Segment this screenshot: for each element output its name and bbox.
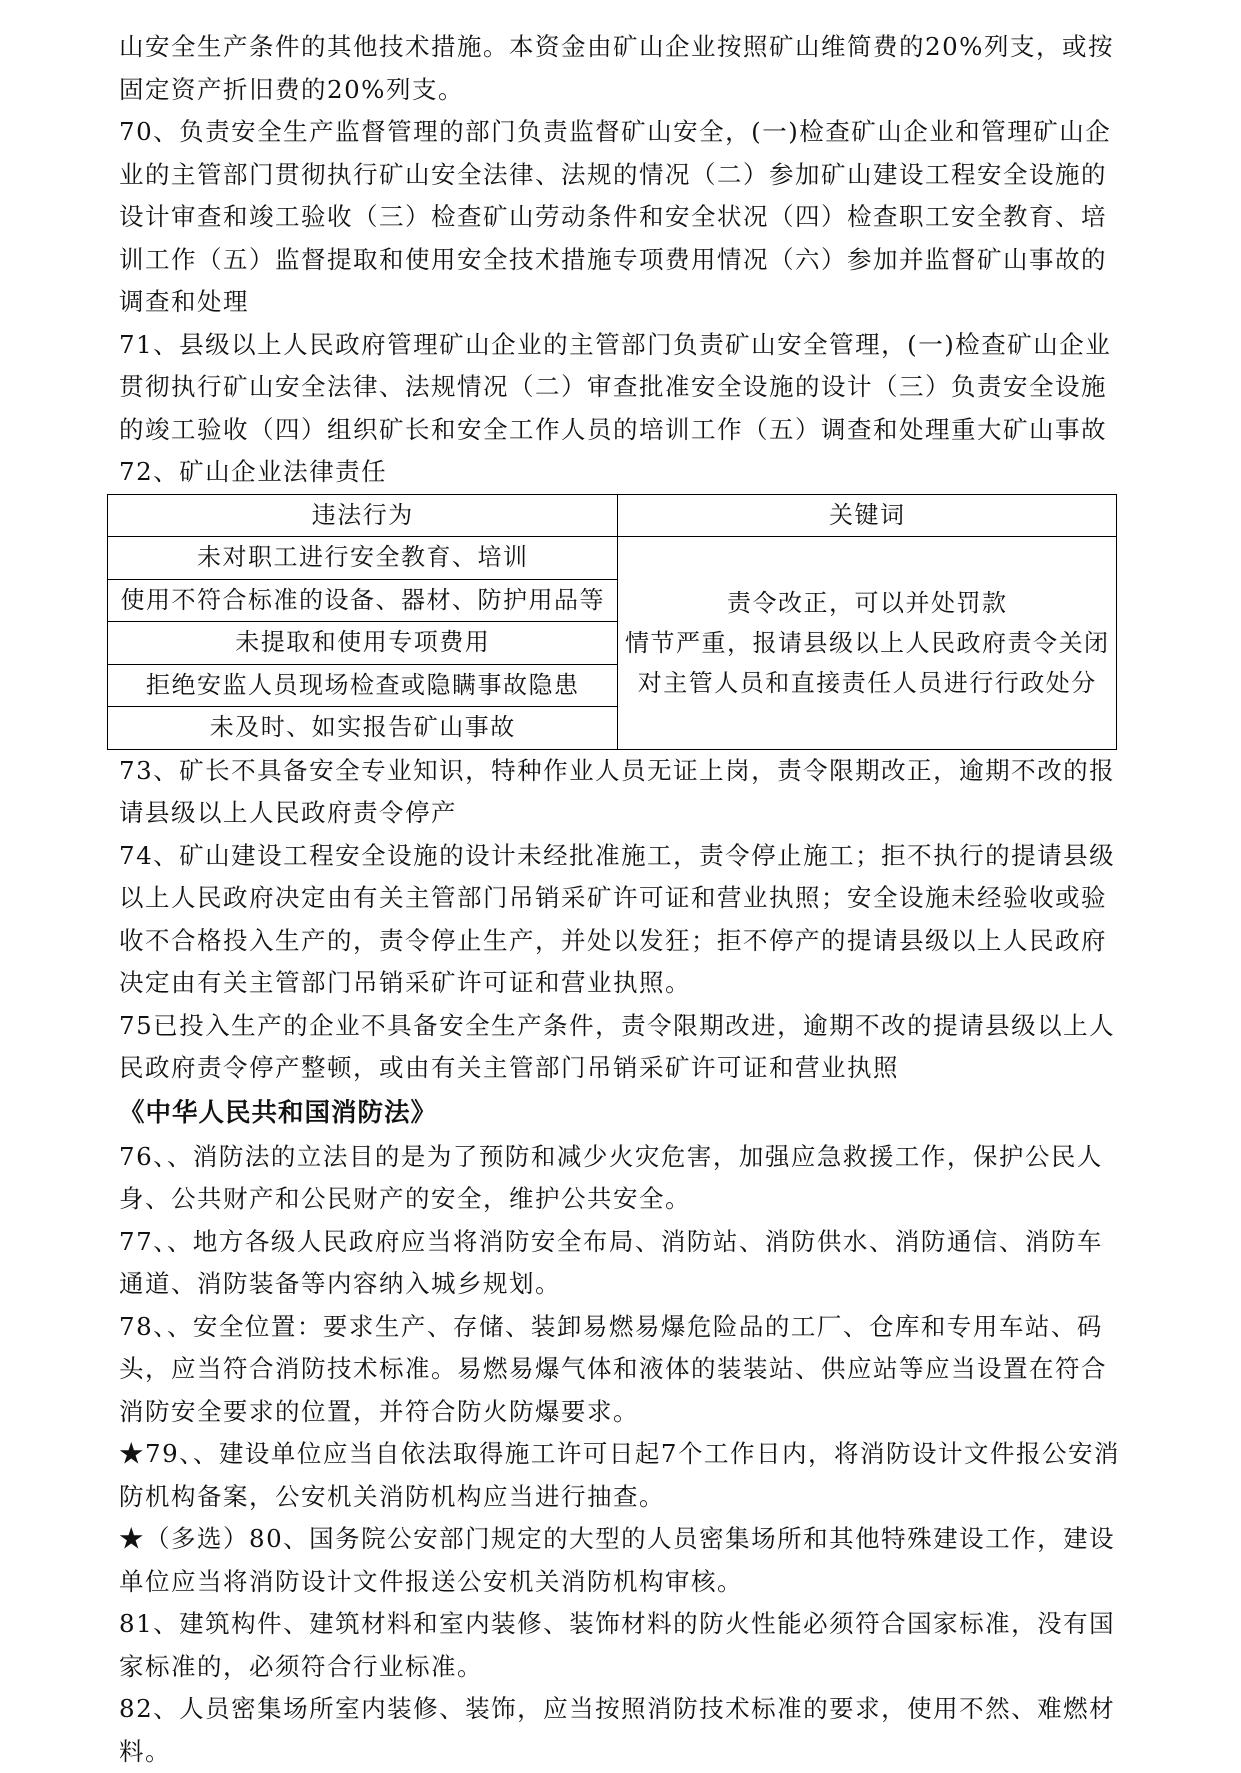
paragraph-79: ★79、、建设单位应当自依法取得施工许可日起7个工作日内，将消防设计文件报公安消防机构备案，公安机关消防机构应当进行抽查。 — [119, 1439, 1121, 1511]
paragraph-78: 78、、安全位置：要求生产、存储、装卸易燃易爆危险品的工厂、仓库和专用车站、码头，应当符合消防技术标准。易燃易爆气体和液体的装装站、供应站等应当设置在符合消防安全要求的位置，并符合防火防爆要求。 — [119, 1311, 1107, 1426]
paragraph-71: 71、县级以上人民政府管理矿山企业的主管部门负责矿山安全管理，(一)检查矿山企业贯彻执行矿山安全法律、法规情况（二）审查批准安全设施的设计（三）负责安全设施的竣工验收（四）组织矿长和安全工作人员的培训工作（五）调查和处理重大矿山事故 — [119, 329, 1112, 444]
table-header-row — [108, 494, 1117, 537]
violation-cell: 未对职工进行安全教育、培训 — [108, 537, 618, 580]
paragraph-70: 70、负责安全生产监督管理的部门负责监督矿山安全，(一)检查矿山企业和管理矿山企业的主管部门贯彻执行矿山安全法律、法规的情况（二）参加矿山建设工程安全设施的设计审查和竣工验收（三）检查矿山劳动条件和安全状况（四）检查职工安全教育、培训工作（五）监督提取和使用安全技术措施专项费用情况（六）参加并监督矿山事故的调查和处理 — [119, 117, 1112, 316]
violation-cell: 未及时、如实报告矿山事故 — [108, 707, 618, 750]
paragraph-74: 74、矿山建设工程安全设施的设计未经批准施工，责令停止施工；拒不执行的提请县级以上人民政府决定由有关主管部门吊销采矿许可证和营业执照；安全设施未经验收或验收不合格投入生产的，责令停止生产，并处以发狂；拒不停产的提请县级以上人民政府决定由有关主管部门吊销采矿许可证和营业执照。 — [119, 840, 1116, 997]
table-row — [108, 537, 1117, 580]
section-title: 《中华人民共和国消防法》 — [119, 1097, 438, 1128]
violation-cell: 未提取和使用专项费用 — [108, 622, 618, 665]
paragraph-77: 77、、地方各级人民政府应当将消防安全布局、消防站、消防供水、消防通信、消防车通道、消防装备等内容纳入城乡规划。 — [119, 1226, 1103, 1298]
keyword-cell — [618, 537, 1117, 750]
violation-cell: 使用不符合标准的设备、器材、防护用品等 — [108, 579, 618, 622]
legal-liability-table — [107, 494, 1117, 750]
header-violation: 违法行为 — [108, 494, 618, 537]
violation-cell: 拒绝安监人员现场检查或隐瞒事故隐患 — [108, 664, 618, 707]
paragraph-76: 76、、消防法的立法目的是为了预防和减少火灾危害，加强应急救援工作，保护公民人身、公共财产和公民财产的安全，维护公共安全。 — [119, 1141, 1103, 1213]
paragraph-82: 82、人员密集场所室内装修、装饰，应当按照消防技术标准的要求，使用不然、难燃材料。 — [119, 1694, 1116, 1766]
paragraph-75: 75已投入生产的企业不具备安全生产条件，责令限期改进，逾期不改的提请县级以上人民政府责令停产整顿，或由有关主管部门吊销采矿许可证和营业执照 — [119, 1010, 1116, 1082]
keyword-line: 对主管人员和直接责任人员进行行政处分 — [637, 668, 1097, 697]
paragraph-continuation: 山安全生产条件的其他技术措施。本资金由矿山企业按照矿山维简费的20%列支，或按固定资产折旧费的20%列支。 — [119, 32, 1114, 104]
paragraph-72: 72、矿山企业法律责任 — [119, 457, 388, 486]
header-keyword: 关键词 — [618, 494, 1117, 537]
document-page — [119, 26, 1123, 1773]
keyword-line: 情节严重，报请县级以上人民政府责令关闭 — [624, 628, 1110, 657]
paragraph-80: ★（多选）80、国务院公安部门规定的大型的人员密集场所和其他特殊建设工作，建设单位应当将消防设计文件报送公安机关消防机构审核。 — [119, 1524, 1116, 1596]
keyword-line: 责令改正，可以并处罚款 — [726, 588, 1008, 617]
paragraph-81: 81、建筑构件、建筑材料和室内装修、装饰材料的防火性能必须符合国家标准，没有国家标准的，必须符合行业标准。 — [119, 1609, 1116, 1681]
paragraph-73: 73、矿长不具备安全专业知识，特种作业人员无证上岗，责令限期改正，逾期不改的报请县级以上人民政府责令停产 — [119, 755, 1116, 827]
